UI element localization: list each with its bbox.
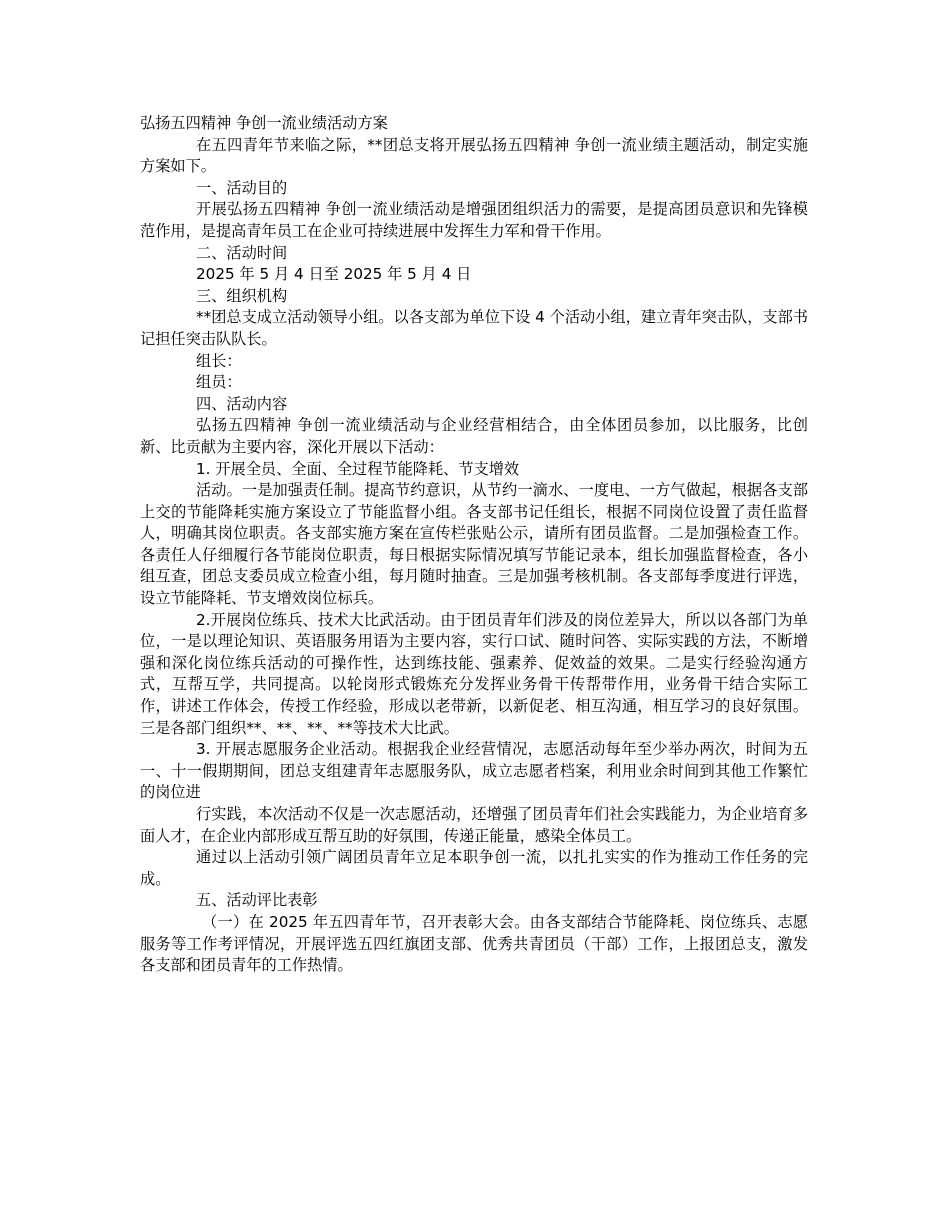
- item-2-body: 2.开展岗位练兵、技术大比武活动。由于团员青年们涉及的岗位差异大，所以以各部门为单位，一是以理论知识、英语服务用语为主要内容，实行口试、随时问答、实际实践的方法，不断增强和深化岗位练兵活动的可操作性，达到练技能、强素养、促效益的效果。二是实行经验沟通方式，互帮互学，共同提高。以轮岗形式锻炼充分发挥业务骨干传帮带作用，业务骨干结合实际工作，讲述工作体会，传授工作经验，形成以老带新，以新促老、相互沟通，相互学习的良好氛围。三是各部门组织**、**、**、**等技术大比武。: [140, 610, 808, 737]
- document-title: 弘扬五四精神 争创一流业绩活动方案: [140, 114, 388, 132]
- section-5-heading: 五、活动评比表彰: [196, 891, 318, 910]
- item-1-body: 活动。一是加强责任制。提高节约意识，从节约一滴水、一度电、一方气做起，根据各支部上交的节能降耗实施方案设立了节能监督小组。各支部书记任组长，根据不同岗位设置了责任监督人，明确其岗位职责。各支部实施方案在宣传栏张贴公示，请所有团员监督。二是加强检查工作。各责任人仔细履行各节能岗位职责，每日根据实际情况填写节能记录本，组长加强监督检查，各小组互查，团总支委员成立检查小组，每月随时抽查。三是加强考核机制。各支部每季度进行评选，设立节能降耗、节支增效岗位标兵。: [140, 481, 808, 608]
- item-1-heading: 1. 开展全员、全面、全过程节能降耗、节支增效: [196, 459, 520, 478]
- member-label: 组员：: [196, 373, 242, 392]
- section-2-heading: 二、活动时间: [196, 243, 288, 262]
- section-4-body: 弘扬五四精神 争创一流业绩活动与企业经营相结合，由全体团员参加，以比服务，比创新、比贡献为主要内容，深化开展以下活动：: [140, 416, 808, 456]
- section-1-heading: 一、活动目的: [196, 178, 288, 197]
- intro-paragraph: 在五四青年节来临之际，**团总支将开展弘扬五四精神 争创一流业绩主题活动，制定实施方案如下。: [140, 135, 808, 176]
- section-5-body: （一）在 2025 年五四青年节，召开表彰大会。由各支部结合节能降耗、岗位练兵、志愿服务等工作考评情况，开展评选五四红旗团支部、优秀共青团员（干部）工作，上报团总支，激发各支部和团员青年的工作热情。: [140, 912, 808, 975]
- section-3-heading: 三、组织机构: [196, 286, 288, 305]
- leader-label: 组长：: [196, 351, 242, 370]
- section-4-heading: 四、活动内容: [196, 394, 288, 413]
- section-3-body: **团总支成立活动领导小组。以各支部为单位下设 4 个活动小组，建立青年突击队，支部书记担任突击队队长。: [140, 308, 808, 348]
- document-body: [140, 113, 808, 977]
- item-3-continued: 行实践，本次活动不仅是一次志愿活动，还增强了团员青年们社会实践能力，为企业培育多面人才，在企业内部形成互帮互助的好氛围，传递正能量，感染全体员工。: [140, 805, 808, 845]
- item-3-body: 3. 开展志愿服务企业活动。根据我企业经营情况，志愿活动每年至少举办两次，时间为五一、十一假期期间，团总支组建青年志愿服务队，成立志愿者档案，利用业余时间到其他工作繁忙的岗位进: [140, 740, 808, 802]
- section-2-body: 2025 年 5 月 4 日至 2025 年 5 月 4 日: [196, 265, 472, 284]
- section-1-body: 开展弘扬五四精神 争创一流业绩活动是增强团组织活力的需要，是提高团员意识和先锋模范作用，是提高青年员工在企业可持续进展中发挥生力军和骨干作用。: [140, 200, 808, 240]
- summary-paragraph: 通过以上活动引领广阔团员青年立足本职争创一流，以扎扎实实的作为推动工作任务的完成。: [140, 848, 808, 888]
